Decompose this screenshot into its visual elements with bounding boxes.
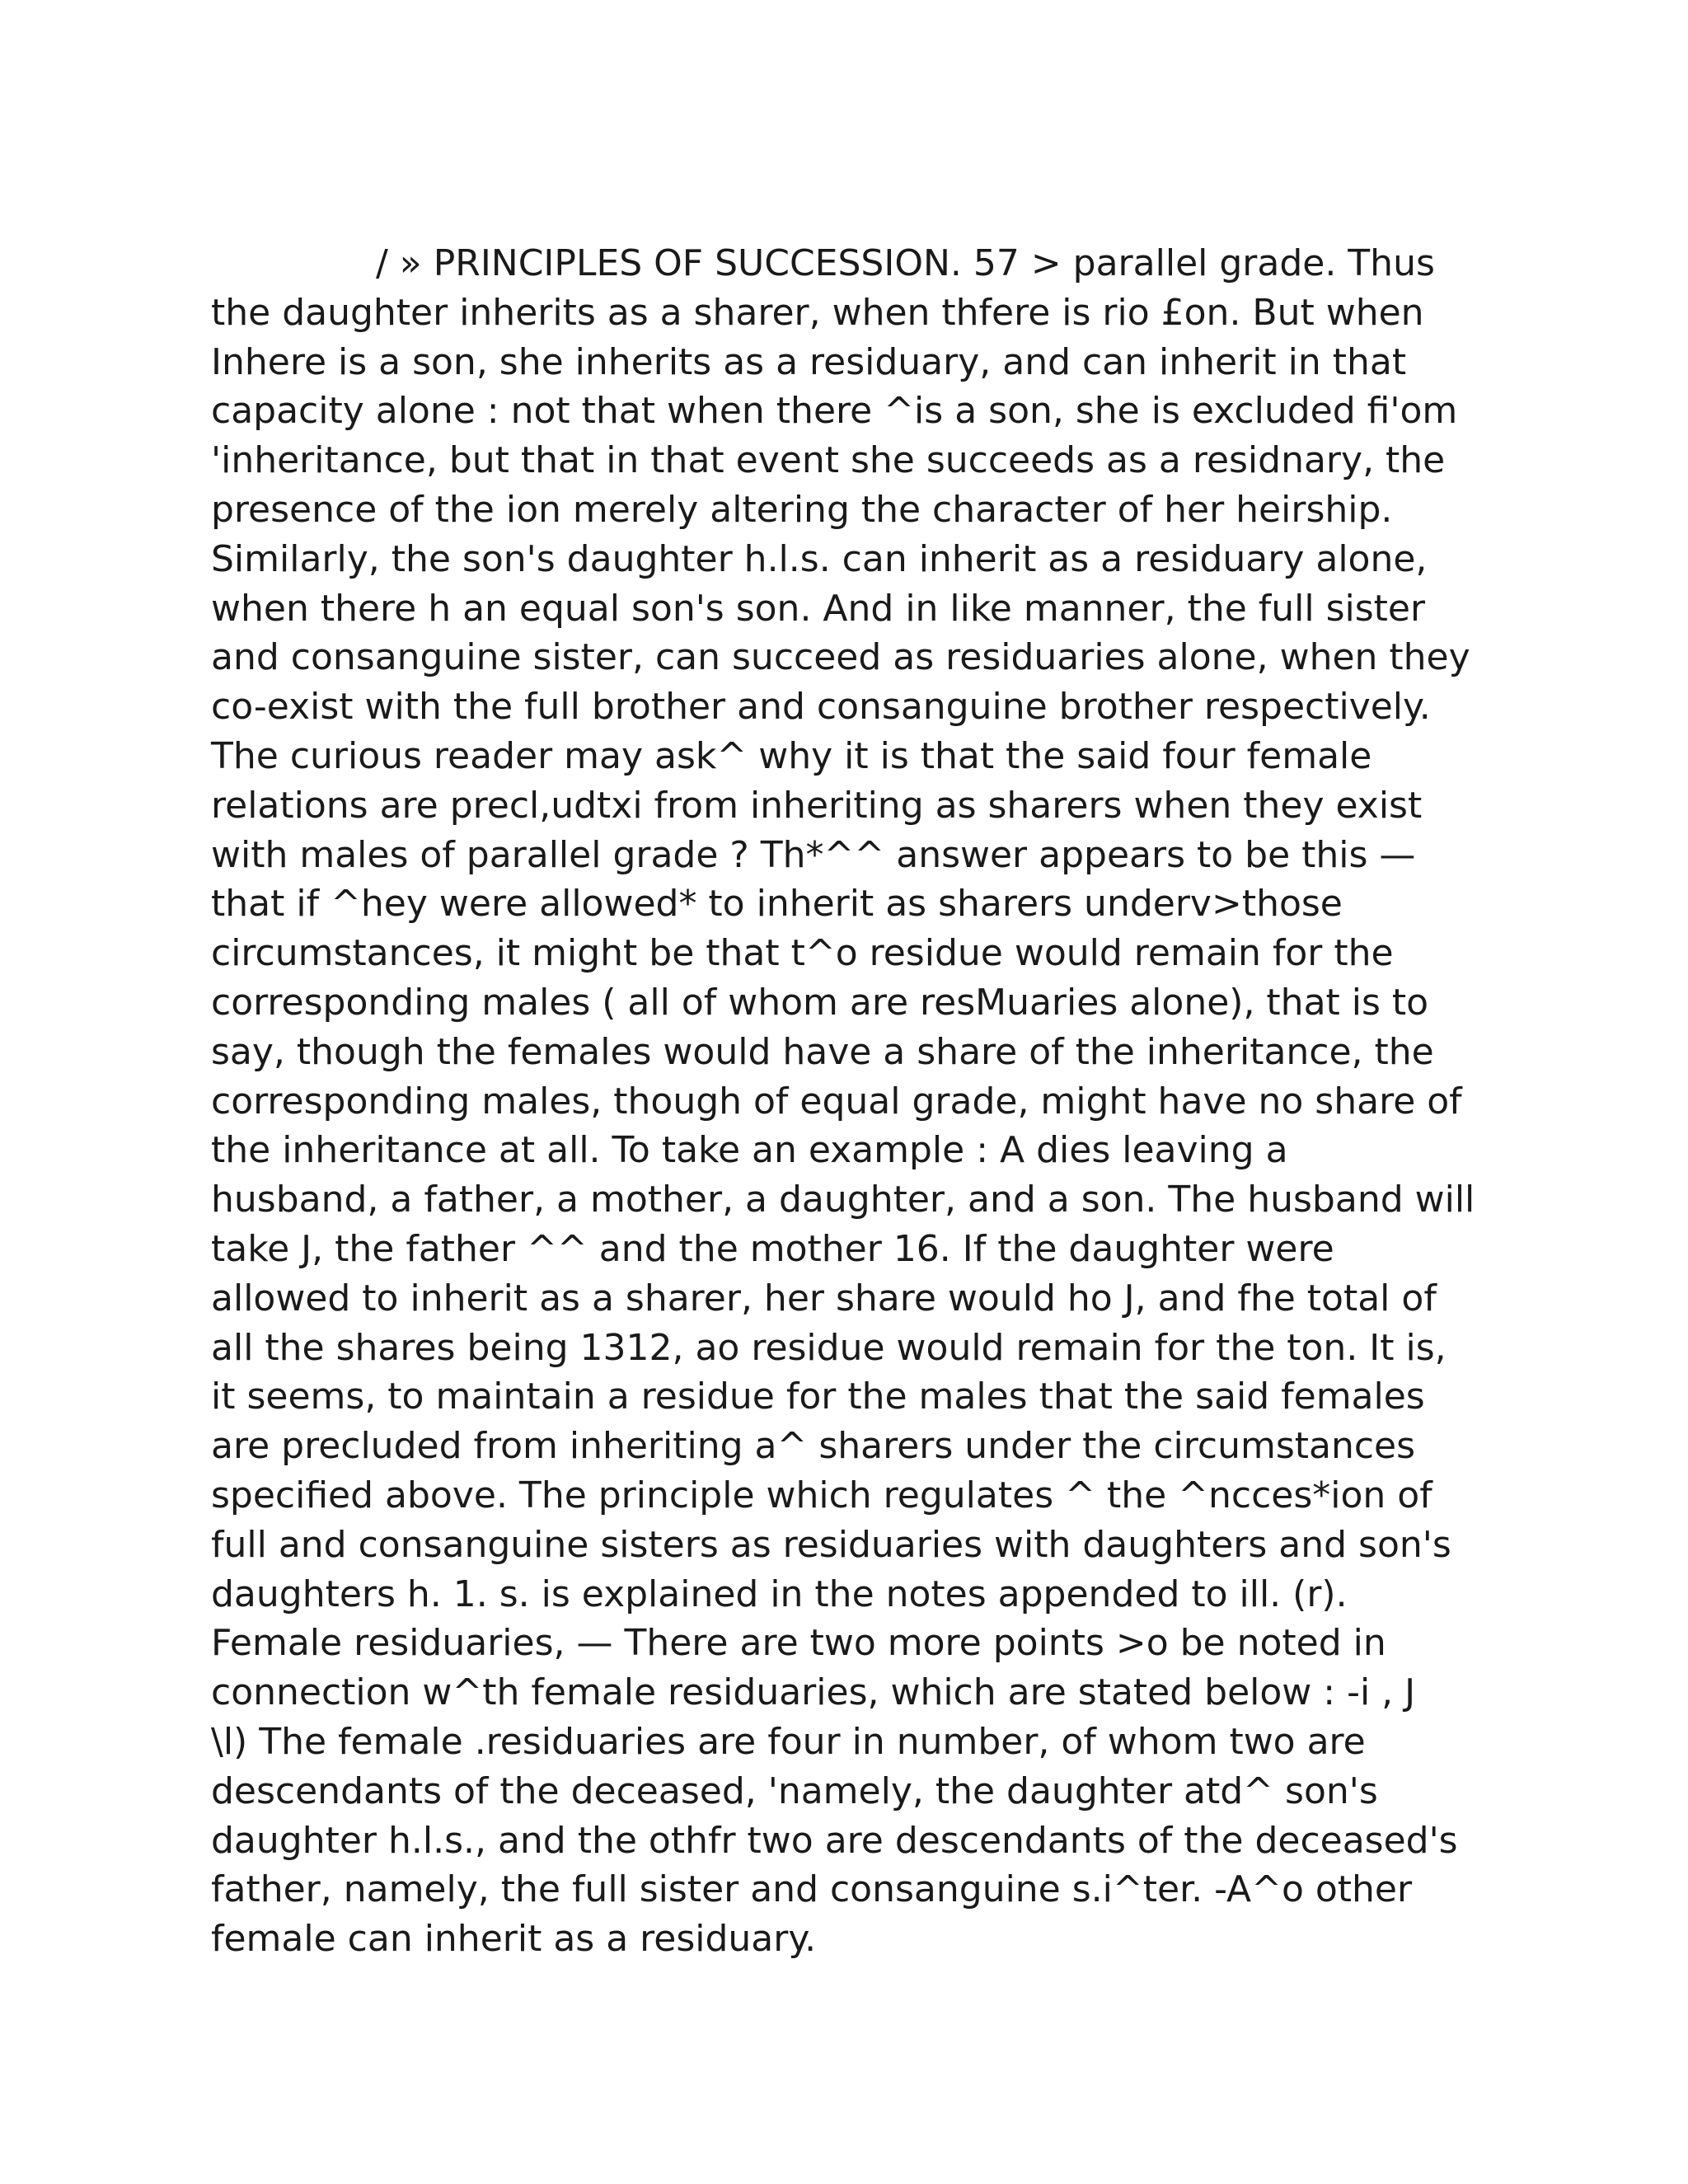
text-line: allowed to inherit as a sharer, her share would ho J, and fhe total of [211, 1277, 1437, 1319]
text-line: Female residuaries, — There are two more points >o be noted in [211, 1622, 1386, 1665]
text-line: female can inherit as a residuary. [211, 1918, 817, 1961]
text-line: and consanguine sister, can succeed as residuaries alone, when they [211, 636, 1470, 679]
text-line: the daughter inherits as a sharer, when thfere is rio £on. But when [211, 291, 1424, 334]
text-line: The curious reader may ask^ why it is that the said four female [211, 734, 1372, 777]
text-line: that if ^hey were allowed* to inherit as sharers underv>those [211, 883, 1343, 926]
text-line: specified above. The principle which regulates ^ the ^ncces*ion of [211, 1474, 1432, 1516]
text-line: presence of the ion merely altering the character of her heirship. [211, 488, 1393, 531]
text-line: Inhere is a son, she inherits as a residuary, and can inherit in that [211, 340, 1407, 383]
text-line: father, namely, the full sister and consanguine s.i^ter. -A^o other [211, 1868, 1413, 1911]
text-line: capacity alone : not that when there ^is a son, she is excluded fi'om [211, 390, 1458, 433]
text-line: husband, a father, a mother, a daughter, and a son. The husband will [211, 1179, 1475, 1221]
text-line: descendants of the deceased, 'namely, the daughter atd^ son's [211, 1769, 1378, 1812]
text-line: daughter h.l.s., and the othfr two are descendants of the deceased's [211, 1819, 1458, 1862]
text-line: corresponding males, though of equal grade, might have no share of [211, 1080, 1462, 1122]
text-line: the inheritance at all. To take an example : A dies leaving a [211, 1129, 1288, 1172]
text-line: daughters h. 1. s. is explained in the notes appended to ill. (r). [211, 1572, 1348, 1615]
text-line: full and consanguine sisters as residuaries with daughters and son's [211, 1523, 1451, 1566]
text-line: when there h an equal son's son. And in like manner, the full sister [211, 587, 1426, 630]
text-line: with males of parallel grade ? Th*^^ answer appears to be this — [211, 833, 1416, 876]
header-line: / » PRINCIPLES OF SUCCESSION. 57 > parallel grade. Thus [376, 242, 1435, 284]
text-line: say, though the females would have a share of the inheritance, the [211, 1030, 1434, 1073]
body-text [211, 239, 1497, 1964]
text-line: 'inheritance, but that in that event she succeeds as a residnary, the [211, 439, 1446, 482]
text-line: \l) The female .residuaries are four in number, of whom two are [211, 1720, 1366, 1763]
text-line: corresponding males ( all of whom are resMuaries alone), that is to [211, 981, 1429, 1024]
text-line: Similarly, the son's daughter h.l.s. can inherit as a residuary alone, [211, 537, 1428, 580]
text-line: it seems, to maintain a residue for the males that the said females [211, 1376, 1425, 1418]
text-line: take J, the father ^^ and the mother 16. If the daughter were [211, 1227, 1334, 1270]
text-line: are precluded from inheriting a^ sharers under the circumstances [211, 1425, 1416, 1468]
text-line: circumstances, it might be that t^o residue would remain for the [211, 932, 1394, 975]
text-line: co-exist with the full brother and consanguine brother respectively. [211, 686, 1431, 729]
text-line: connection w^th female residuaries, which are stated below : -i , J [211, 1671, 1416, 1714]
text-line: all the shares being 1312, ao residue would remain for the ton. It is, [211, 1326, 1447, 1369]
text-line: relations are precl,udtxi from inheriting as sharers when they exist [211, 784, 1423, 827]
